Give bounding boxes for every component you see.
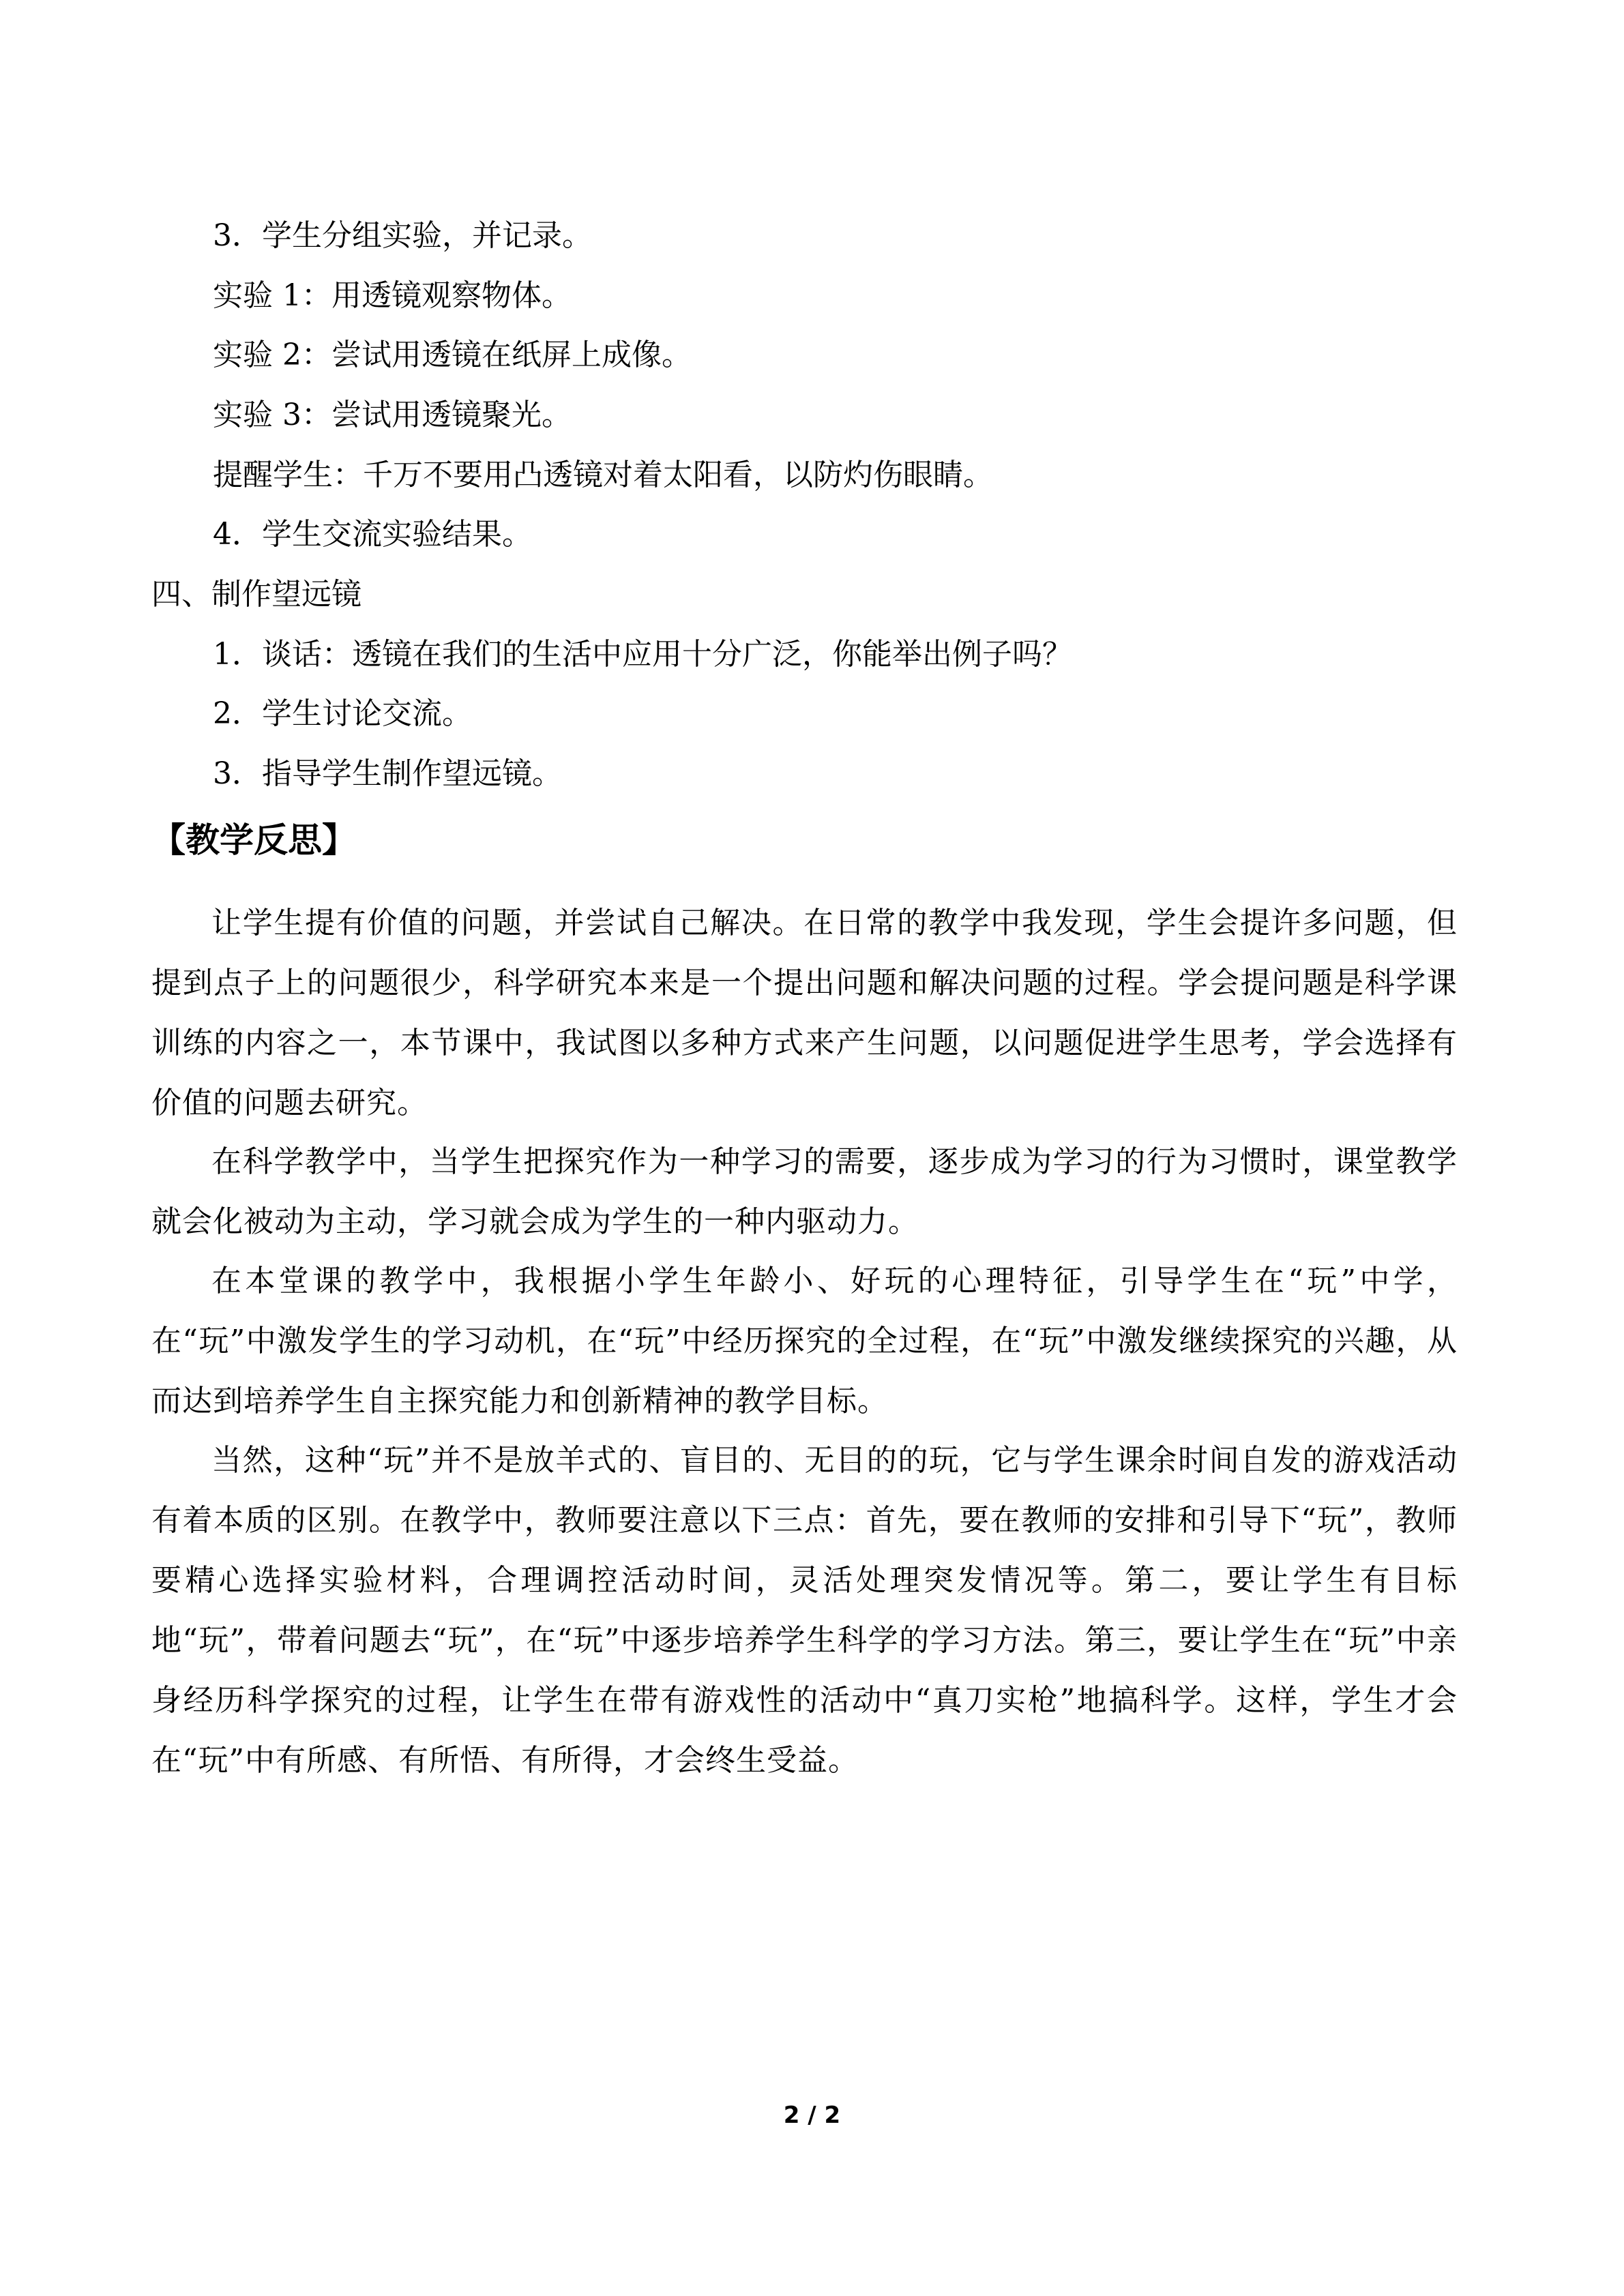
- reflection-heading: 【教学反思】: [151, 820, 356, 860]
- step-3-group-experiment: 3．学生分组实验，并记录。: [213, 218, 592, 253]
- step-4-share-results: 4．学生交流实验结果。: [213, 517, 532, 552]
- section-four-item-2: 2．学生讨论交流。: [213, 696, 472, 731]
- reflection-paragraph-3: 在本堂课的教学中，我根据小学生年龄小、好玩的心理特征，引导学生在“玩”中学，在“玩”中激发学生的学习动机，在“玩”中经历探究的全过程，在“玩”中激发继续探究的兴趣，从而达到培养学生自主探究能力和创新精神的教学目标。: [151, 1264, 1458, 1418]
- safety-reminder: 提醒学生：千万不要用凸透镜对着太阳看，以防灼伤眼睛。: [213, 458, 993, 492]
- experiment-2: 实验 2：尝试用透镜在纸屏上成像。: [213, 338, 692, 372]
- experiment-3: 实验 3：尝试用透镜聚光。: [213, 398, 572, 432]
- reflection-paragraph-4: 当然，这种“玩”并不是放羊式的、盲目的、无目的的玩，它与学生课余时间自发的游戏活动有着本质的区别。在教学中，教师要注意以下三点：首先，要在教师的安排和引导下“玩”，教师要精心选择实验材料，合理调控活动时间，灵活处理突发情况等。第二，要让学生有目标地“玩”，带着问题去“玩”，在“玩”中逐步培养学生科学的学习方法。第三，要让学生在“玩”中亲身经历科学探究的过程，让学生在带有游戏性的活动中“真刀实枪”地搞科学。这样，学生才会在“玩”中有所感、有所悟、有所得，才会终生受益。: [151, 1443, 1458, 1778]
- section-four-item-3: 3．指导学生制作望远镜。: [213, 756, 562, 791]
- section-four-item-1: 1．谈话：透镜在我们的生活中应用十分广泛，你能举出例子吗？: [213, 637, 1072, 672]
- page-number: 2 / 2: [783, 2102, 841, 2129]
- reflection-paragraph-1: 让学生提有价值的问题，并尝试自己解决。在日常的教学中我发现，学生会提许多问题，但提到点子上的问题很少，科学研究本来是一个提出问题和解决问题的过程。学会提问题是科学课训练的内容之一，本节课中，我试图以多种方式来产生问题，以问题促进学生思考，学会选择有价值的问题去研究。: [151, 906, 1458, 1120]
- reflection-paragraph-2: 在科学教学中，当学生把探究作为一种学习的需要，逐步成为学习的行为习惯时，课堂教学就会化被动为主动，学习就会成为学生的一种内驱动力。: [151, 1144, 1458, 1239]
- experiment-1: 实验 1：用透镜观察物体。: [213, 278, 572, 313]
- section-four-title: 四、制作望远镜: [151, 577, 361, 612]
